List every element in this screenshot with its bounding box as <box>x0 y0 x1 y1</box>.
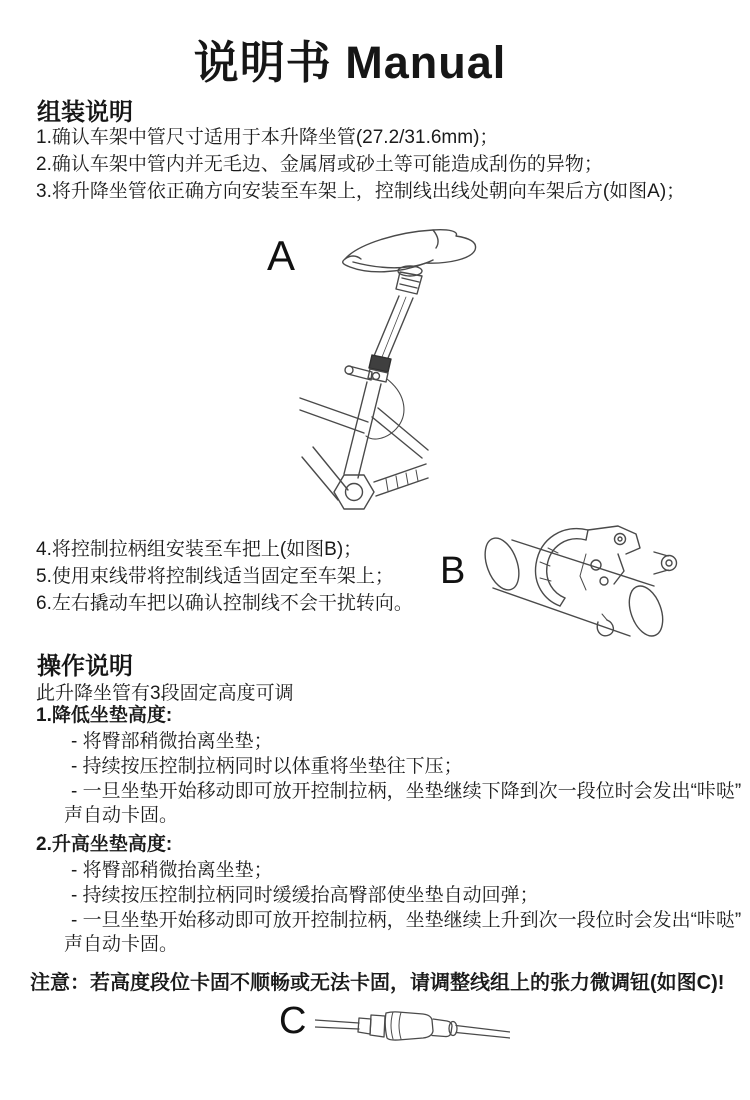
instruction-bullet: - 持续按压控制拉柄同时缓缓抬高臀部使坐垫自动回弹； <box>71 885 539 906</box>
instruction-bullet: - 将臀部稍微抬离坐垫； <box>71 731 273 752</box>
assembly-heading: 组装说明 <box>37 99 133 126</box>
instruction-bullet: - 一旦坐垫开始移动即可放开控制拉柄，坐垫继续上升到次一段位时会发出“咔哒” <box>71 910 742 931</box>
figure-b-label: B <box>440 550 466 592</box>
figure-c-label: C <box>279 1000 307 1042</box>
operation-heading: 操作说明 <box>37 653 133 680</box>
assembly-step: 1.确认车架中管尺寸适用于本升降坐管(27.2/31.6mm)； <box>36 127 499 148</box>
assembly-step: 6.左右撬动车把以确认控制线不会干扰转向。 <box>36 593 413 614</box>
assembly-step: 4.将控制拉柄组安装至车把上(如图B)； <box>36 539 363 560</box>
assembly-step: 2.确认车架中管内并无毛边、金属屑或砂土等可能造成刮伤的异物； <box>36 154 603 175</box>
assembly-step: 5.使用束线带将控制线适当固定至车架上； <box>36 566 394 587</box>
instruction-bullet: - 将臀部稍微抬离坐垫； <box>71 860 273 881</box>
instruction-bullet: - 一旦坐垫开始移动即可放开控制拉柄，坐垫继续下降到次一段位时会发出“咔哒” <box>71 781 742 802</box>
cable-tension-adjuster-illustration <box>315 1006 510 1051</box>
assembly-step: 3.将升降坐管依正确方向安装至车架上，控制线出线处朝向车架后方(如图A)； <box>36 181 686 202</box>
instruction-continuation: 声自动卡固。 <box>64 805 179 826</box>
assembly-steps-1-3 <box>36 124 726 205</box>
remote-lever-on-handlebar-illustration <box>468 524 698 642</box>
section-title: 1.降低坐垫高度: <box>36 705 173 726</box>
figure-c <box>315 1006 510 1051</box>
seatpost-on-frame-illustration <box>298 226 493 518</box>
page-title: 说明书 Manual <box>193 37 507 88</box>
instruction-continuation: 声自动卡固。 <box>64 934 179 955</box>
operation-raise-section <box>36 831 742 957</box>
operation-intro: 此升降坐管有3段固定高度可调 <box>36 683 294 704</box>
instruction-bullet: - 持续按压控制拉柄同时以体重将坐垫往下压； <box>71 756 463 777</box>
section-title: 2.升高坐垫高度: <box>36 834 173 855</box>
figure-a-label: A <box>267 232 296 279</box>
note-line: 注意：若高度段位卡固不顺畅或无法卡固，请调整线组上的张力微调钮(如图C)! <box>30 972 725 994</box>
figure-b <box>468 524 698 642</box>
figure-a <box>298 226 493 518</box>
operation-lower-section <box>36 702 742 828</box>
